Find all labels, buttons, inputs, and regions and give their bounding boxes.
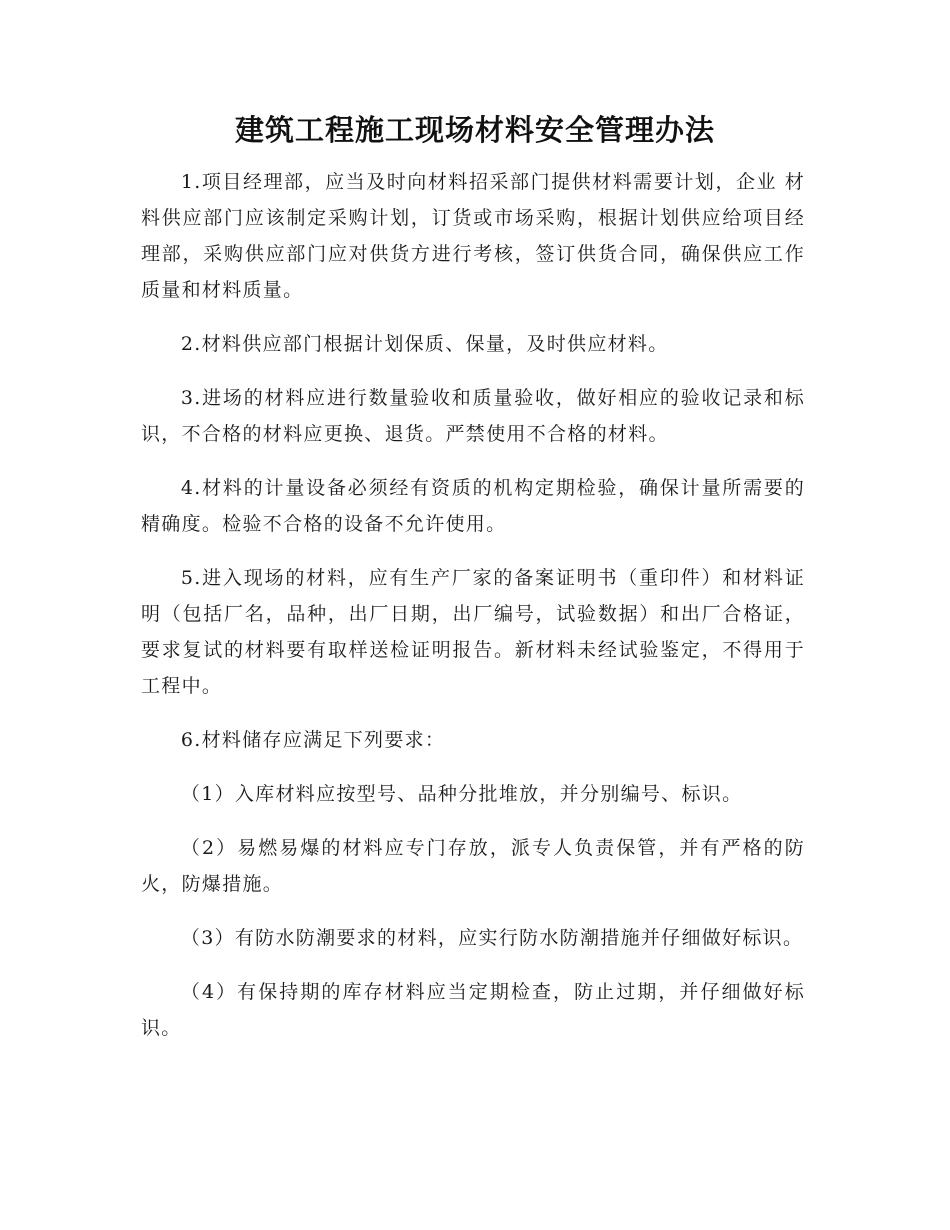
paragraph-6-item-2: （2）易燃易爆的材料应专门存放，派专人负责保管，并有严格的防火，防爆措施。 — [141, 837, 805, 895]
paragraph-6-item-4: （4）有保持期的库存材料应当定期检查，防止过期，并仔细做好标识。 — [141, 981, 805, 1039]
document-title: 建筑工程施工现场材料安全管理办法 — [234, 113, 715, 147]
paragraph-2: 2.材料供应部门根据计划保质、保量，及时供应材料。 — [180, 333, 669, 355]
paragraph-4: 4.材料的计量设备必须经有资质的机构定期检验，确保计量所需要的精确度。检验不合格的设备不允许使用。 — [141, 477, 805, 535]
paragraph-6: 6.材料储存应满足下列要求： — [180, 729, 446, 751]
paragraph-6-item-3: （3）有防水防潮要求的材料，应实行防水防潮措施并仔细做好标识。 — [180, 927, 804, 949]
paragraph-1: 1.项目经理部，应当及时向材料招采部门提供材料需要计划，企业 材料供应部门应该制定采购计划，订货或市场采购，根据计划供应给项目经理部，采购供应部门应对供货方进行考核，签订供货合同，确保供应工作质量和材料质量。 — [141, 171, 805, 301]
paragraph-3: 3.进场的材料应进行数量验收和质量验收，做好相应的验收记录和标识，不合格的材料应更换、退货。严禁使用不合格的材料。 — [141, 387, 805, 445]
paragraph-5: 5.进入现场的材料，应有生产厂家的备案证明书（重印件）和材料证明（包括厂名，品种，出厂日期，出厂编号，试验数据）和出厂合格证，要求复试的材料要有取样送检证明报告。新材料未经试验鉴定，不得用于工程中。 — [141, 567, 805, 697]
paragraph-6-item-1: （1）入库材料应按型号、品种分批堆放，并分别编号、标识。 — [180, 783, 743, 805]
document-body — [141, 164, 805, 1064]
